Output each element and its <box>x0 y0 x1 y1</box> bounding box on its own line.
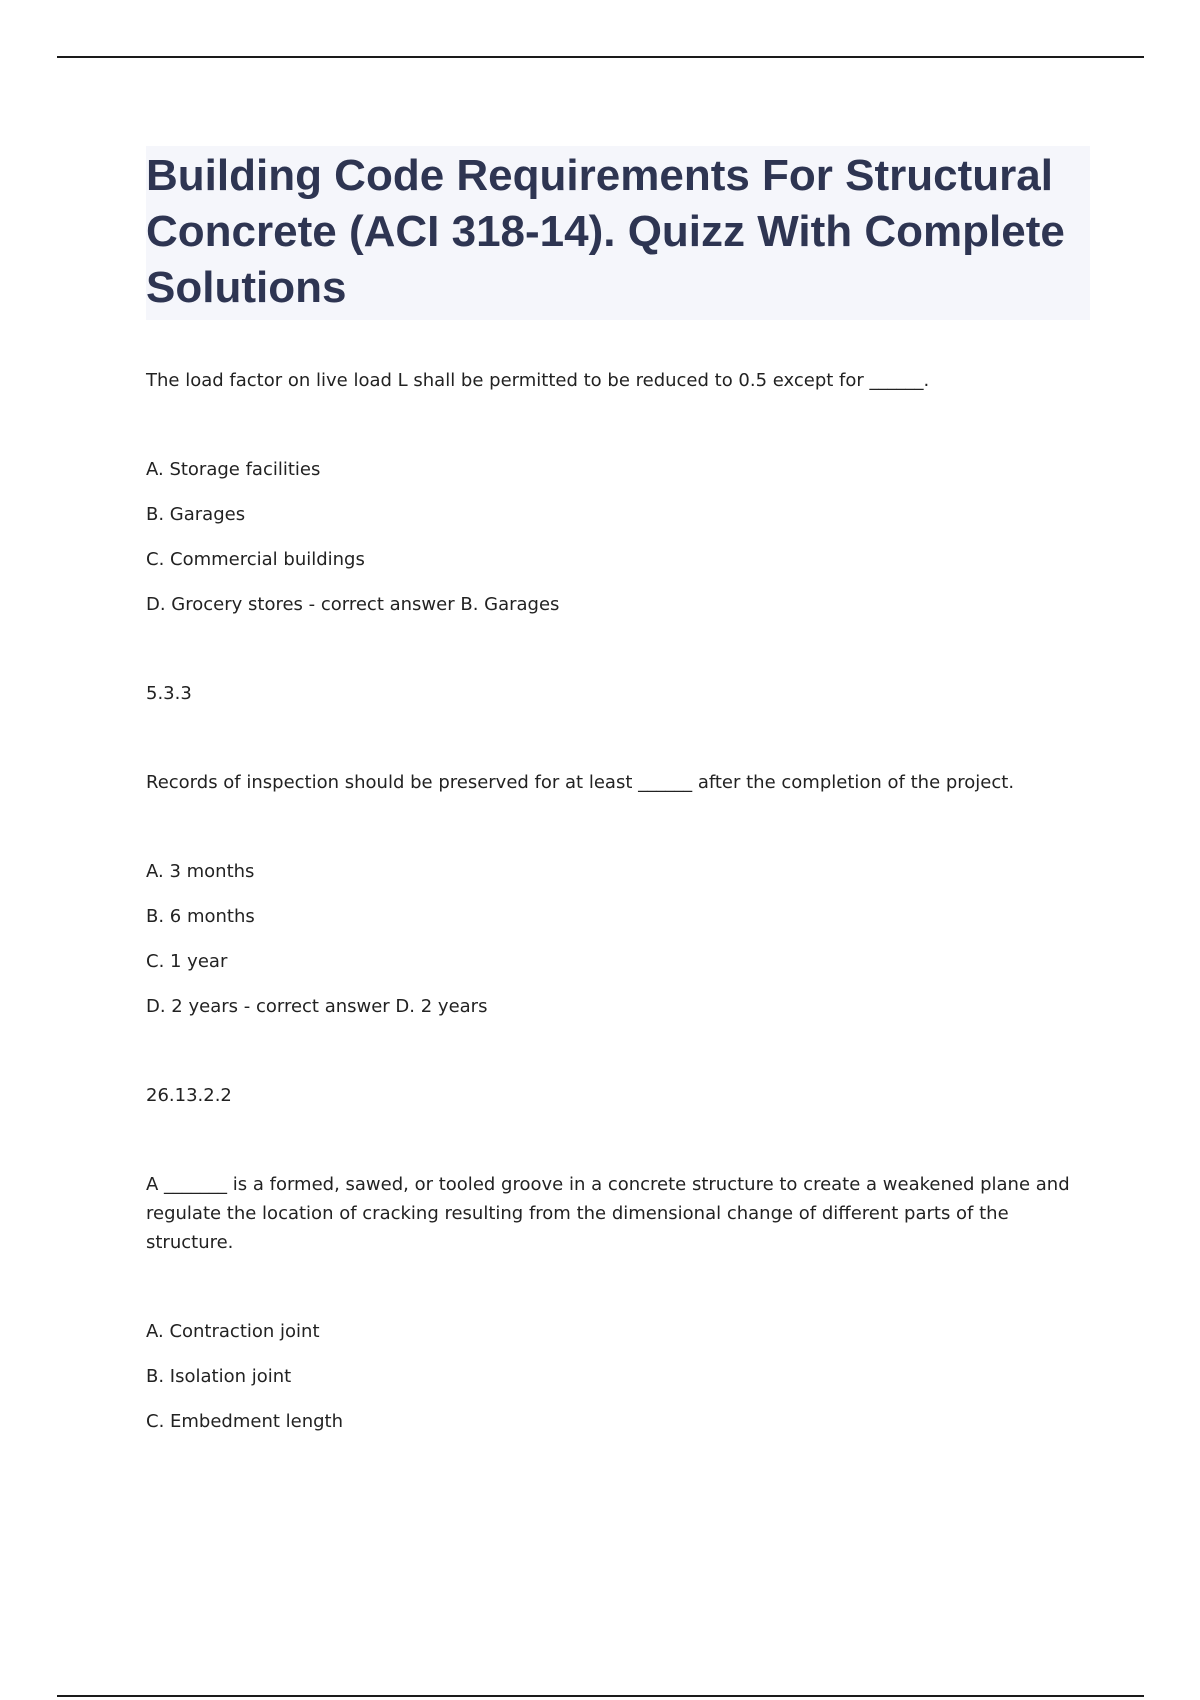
option-list <box>146 455 1090 619</box>
footer-rule <box>57 1695 1144 1697</box>
document-body <box>146 146 1090 1452</box>
option-b: B. 6 months <box>146 906 255 927</box>
question-block-2 <box>146 768 1090 1110</box>
option-c: C. Commercial buildings <box>146 549 365 570</box>
option-a: A. 3 months <box>146 861 255 882</box>
question-text: The load factor on live load L shall be permitted to be reduced to 0.5 except for ______. <box>146 370 930 391</box>
title-box <box>146 146 1090 320</box>
reference-number: 26.13.2.2 <box>146 1085 232 1106</box>
option-c: C. Embedment length <box>146 1411 344 1432</box>
option-c: C. 1 year <box>146 951 228 972</box>
option-a: A. Storage facilities <box>146 459 321 480</box>
header-rule <box>57 56 1144 58</box>
option-d: D. 2 years - correct answer D. 2 years <box>146 996 488 1017</box>
option-b: B. Garages <box>146 504 246 525</box>
option-b: B. Isolation joint <box>146 1366 292 1387</box>
option-a: A. Contraction joint <box>146 1321 320 1342</box>
document-title: Building Code Requirements For Structural Concrete (ACI 318-14). Quizz With Complete Solutions <box>146 151 1065 312</box>
option-list <box>146 1317 1090 1436</box>
question-block-1 <box>146 366 1090 708</box>
question-text: Records of inspection should be preserved for at least ______ after the completion of the project. <box>146 772 1015 793</box>
option-list <box>146 857 1090 1021</box>
option-d: D. Grocery stores - correct answer B. Garages <box>146 594 560 615</box>
question-block-3 <box>146 1170 1090 1436</box>
reference-number: 5.3.3 <box>146 683 192 704</box>
question-text: A _______ is a formed, sawed, or tooled groove in a concrete structure to create a weakened plane and regulate the location of cracking resulting from the dimensional change of different parts of the structure. <box>146 1174 1070 1253</box>
